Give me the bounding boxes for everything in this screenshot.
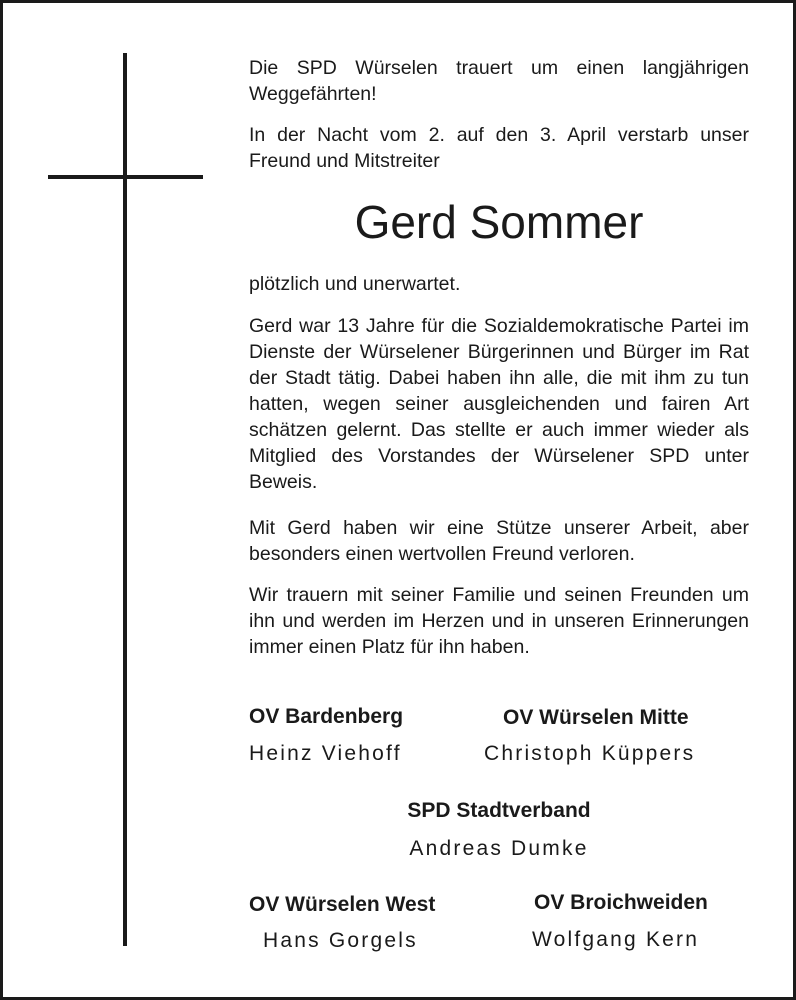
signature-org-wuerselen-mitte: OV Würselen Mitte	[503, 706, 689, 729]
signature-org-wuerselen-west: OV Würselen West	[249, 893, 436, 916]
signature-org-stadtverband: SPD Stadtverband	[407, 799, 591, 822]
death-notice-text: In der Nacht vom 2. auf den 3. April verstarb unser Freund und Mitstreiter	[249, 124, 749, 172]
signature-person-broichweiden: Wolfgang Kern	[532, 928, 700, 951]
signature-person-bardenberg: Heinz Viehoff	[249, 742, 402, 765]
signature-org-bardenberg: OV Bardenberg	[249, 705, 404, 728]
signature-org-broichweiden: OV Broichweiden	[534, 891, 708, 914]
signature-person-stadtverband: Andreas Dumke	[409, 837, 589, 860]
circumstance-text: plötzlich und unerwartet.	[249, 273, 461, 295]
intro-text: Die SPD Würselen trauert um einen langjährigen Weggefährten!	[249, 57, 749, 105]
signature-person-wuerselen-mitte: Christoph Küppers	[484, 742, 696, 765]
loss-text: Mit Gerd haben wir eine Stütze unserer Arbeit, aber besonders einen wertvollen Freund verloren.	[249, 517, 749, 565]
cross-horizontal-bar	[48, 175, 203, 179]
signature-person-wuerselen-west: Hans Gorgels	[263, 929, 418, 952]
cross-vertical-bar	[123, 53, 127, 946]
mourning-text: Wir trauern mit seiner Familie und seinen Freunden um ihn und werden im Herzen und in unseren Erinnerungen immer einen Platz für ihn haben.	[249, 584, 749, 658]
deceased-name: Gerd Sommer	[354, 196, 644, 248]
tribute-text: Gerd war 13 Jahre für die Sozialdemokratische Partei im Dienste der Würselener Bürgerinnen und Bürger im Rat der Stadt tätig. Dabei haben ihn alle, die mit ihm zu tun hatten, wegen seiner ausgleichenden und fairen Art schätzen gelernt. Das stellte er auch immer wieder als Mitglied des Vorstandes der Würselener SPD unter Beweis.	[249, 315, 749, 493]
